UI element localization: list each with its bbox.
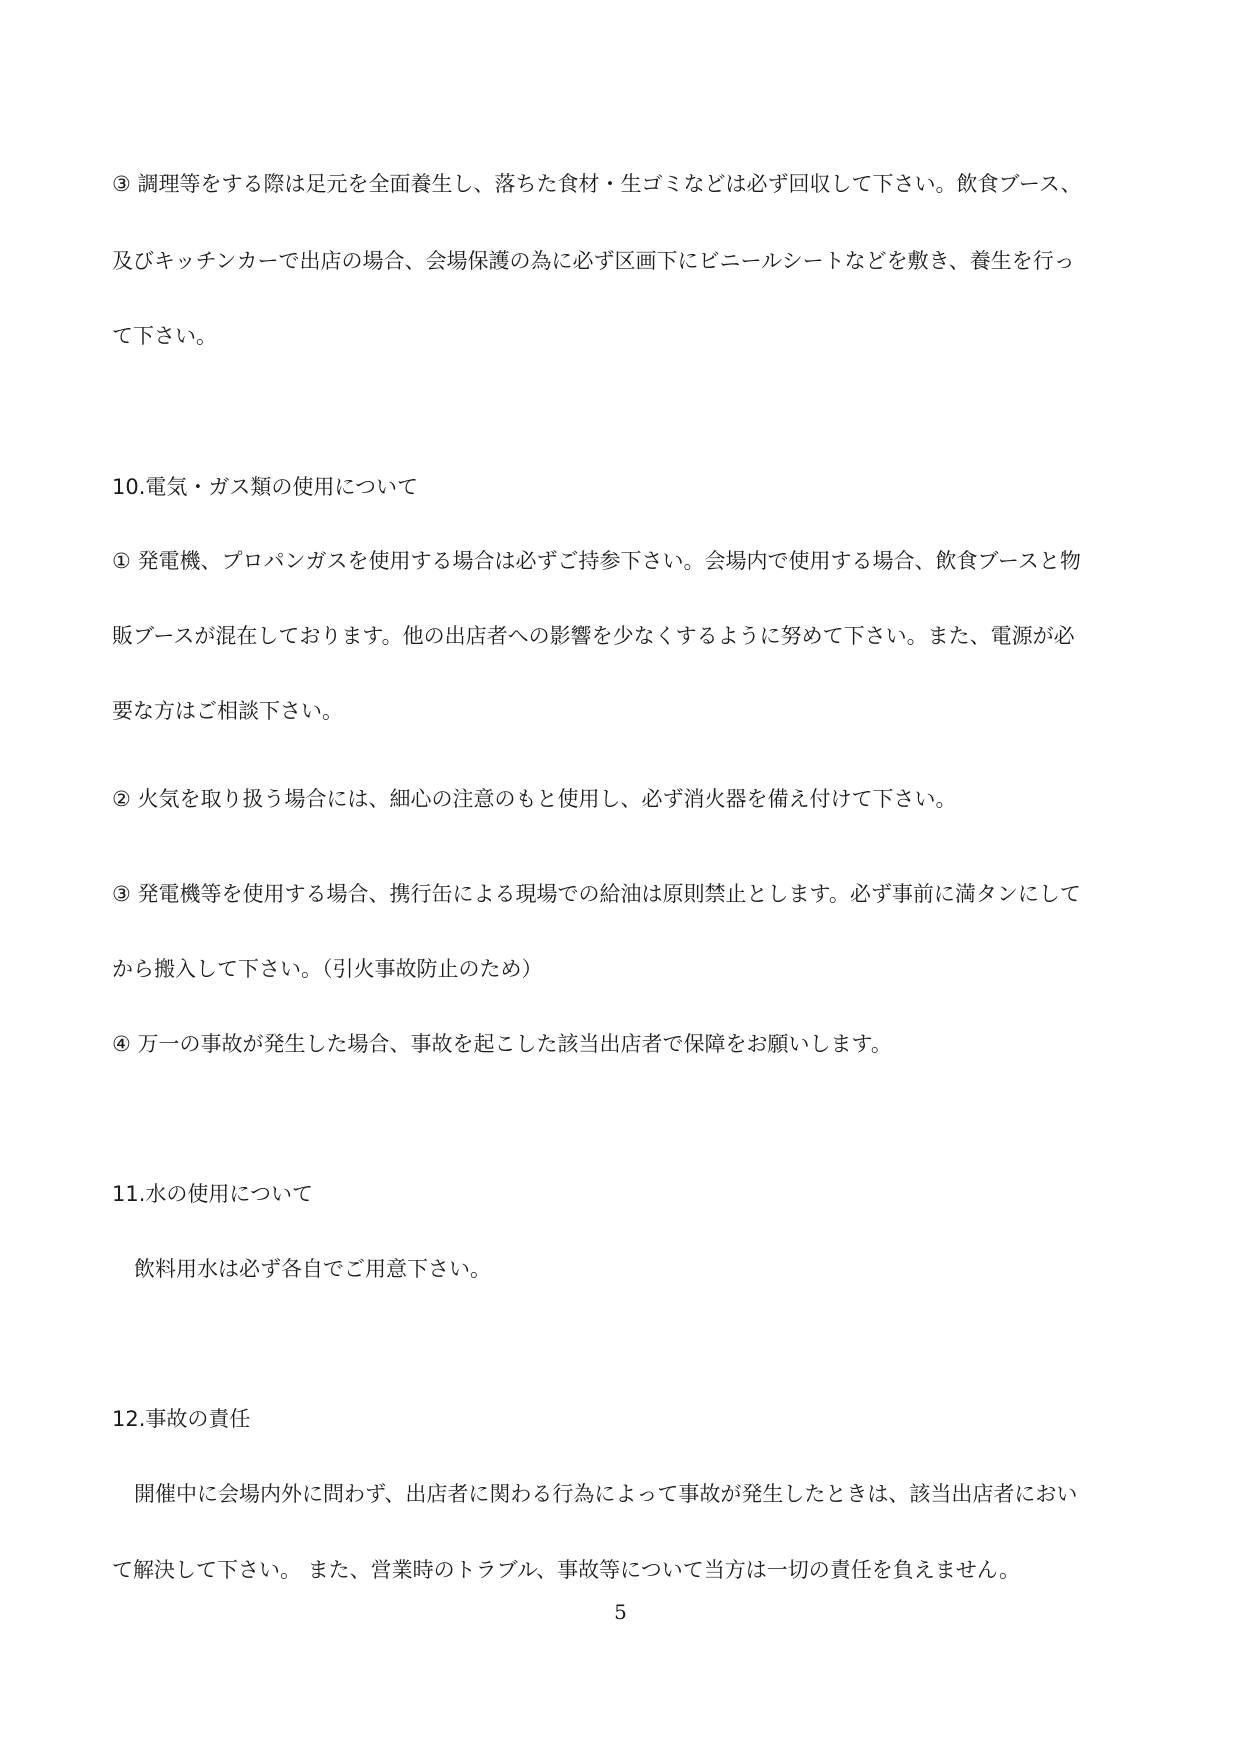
paragraph-line: 及びキッチンカーで出店の場合、会場保護の為に必ず区画下にビニールシートなどを敷き、養生を行っ [112, 249, 1075, 273]
paragraph-line: 販ブースが混在しております。他の出店者への影響を少なくするように努めて下さい。また、電源が必 [112, 624, 1075, 648]
paragraph-line: 要な方はご相談下さい。 [112, 699, 343, 723]
paragraph-line: 開催中に会場内外に問わず、出店者に関わる行為によって事故が発生したときは、該当出店者におい [134, 1482, 1078, 1506]
section-heading-10: 10.電気・ガス類の使用について [112, 475, 418, 499]
paragraph-line: ③ 調理等をする際は足元を全面養生し、落ちた食材・生ゴミなどは必ず回収して下さい。飲食ブース、 [112, 172, 1082, 196]
paragraph-line: ① 発電機、プロパンガスを使用する場合は必ずご持参下さい。会場内で使用する場合、飲食ブースと物 [112, 549, 1081, 573]
paragraph-line: 飲料用水は必ず各自でご用意下さい。 [134, 1257, 491, 1281]
paragraph-line: て下さい。 [112, 324, 217, 348]
section-heading-12: 12.事故の責任 [112, 1407, 251, 1431]
section-heading-11: 11.水の使用について [112, 1182, 313, 1206]
paragraph-line: ③ 発電機等を使用する場合、携行缶による現場での給油は原則禁止とします。必ず事前に満タンにして [112, 882, 1081, 906]
page-number: 5 [614, 1600, 627, 1624]
paragraph-line: ② 火気を取り扱う場合には、細心の注意のもと使用し、必ず消火器を備え付けて下さい。 [112, 787, 957, 811]
paragraph-line: から搬入して下さい。（引火事故防止のため） [112, 957, 543, 981]
paragraph-line: て解決して下さい。 また、営業時のトラブル、事故等について当方は一切の責任を負えません。 [112, 1558, 1020, 1582]
paragraph-line: ④ 万一の事故が発生した場合、事故を起こした該当出店者で保障をお願いします。 [112, 1032, 892, 1056]
